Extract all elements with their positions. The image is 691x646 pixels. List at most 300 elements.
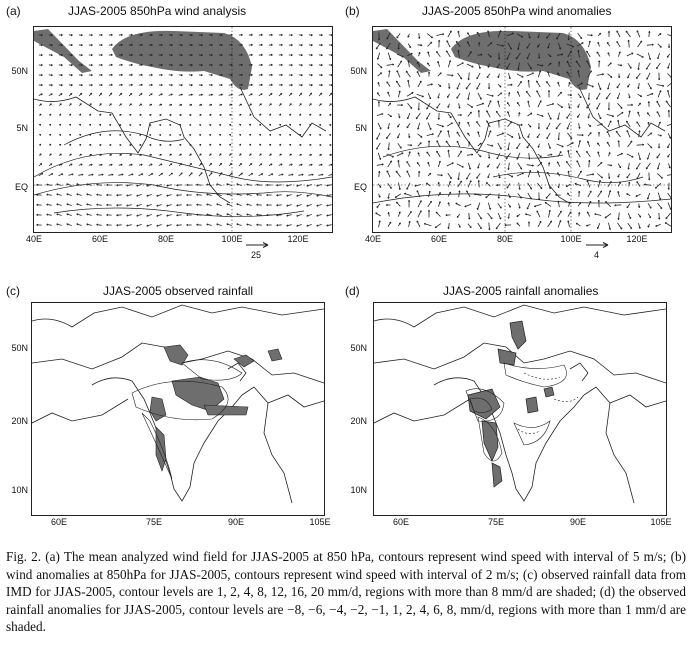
negative-anomaly-contour — [524, 373, 560, 379]
y-tick-label: 5N — [355, 123, 367, 133]
wind-vector — [655, 183, 661, 188]
wind-vector — [386, 133, 390, 138]
panel-letter: (b) — [345, 4, 360, 18]
wind-vector — [169, 173, 173, 176]
wind-vector — [607, 131, 610, 137]
wind-vector — [626, 31, 630, 37]
country-boundary — [610, 395, 666, 407]
x-tick-label: 100E — [560, 234, 582, 244]
wind-vector — [507, 183, 510, 188]
wind-vector — [398, 61, 402, 67]
wind-anomaly-plot — [373, 27, 671, 232]
wind-vector — [416, 113, 420, 119]
wind-vector — [407, 161, 410, 166]
wind-vector — [598, 162, 603, 166]
wind-vector — [477, 173, 481, 178]
wind-vector — [417, 221, 420, 227]
wind-vector — [408, 211, 412, 217]
wind-vector — [467, 64, 473, 67]
wind-vector — [666, 213, 671, 219]
wind-vector — [397, 153, 403, 156]
wind-vector — [189, 173, 192, 177]
wind-vector — [517, 143, 521, 149]
wind-vector — [627, 154, 633, 157]
x-tick-label: 105E — [309, 517, 331, 527]
wind-vector — [497, 153, 500, 159]
wind-vector — [477, 73, 480, 79]
wind-vector — [517, 223, 520, 226]
wind-vector — [558, 220, 561, 227]
wind-vector — [588, 133, 591, 137]
wind-vector — [538, 183, 542, 189]
y-tick-label: 20N — [11, 416, 28, 426]
wind-vector — [547, 82, 551, 87]
wind-vector — [557, 144, 564, 147]
wind-vector — [487, 111, 491, 118]
wind-vector — [628, 223, 632, 229]
wind-vector — [668, 203, 671, 210]
wind-vector — [477, 103, 484, 105]
panel-title: JJAS-2005 rainfall anomalies — [443, 284, 599, 298]
wind-vector — [396, 202, 400, 207]
x-tick-label: 75E — [487, 517, 504, 527]
x-tick-label: 75E — [145, 517, 162, 527]
reference-vector-arrow — [585, 241, 611, 249]
wind-vector — [418, 211, 421, 218]
wind-vector — [438, 131, 442, 138]
wind-vector — [537, 81, 541, 87]
wind-vector — [577, 161, 580, 168]
wind-vector — [528, 170, 530, 177]
wind-vector — [658, 44, 662, 48]
wind-vector — [667, 82, 671, 87]
wind-vector — [497, 163, 500, 168]
rainfall-anomaly-shading — [492, 463, 502, 487]
wind-vector — [507, 134, 513, 138]
rainfall-shading — [156, 427, 166, 471]
negative-anomaly-contour — [554, 397, 578, 402]
wind-vector — [617, 31, 620, 37]
x-tick-label: 120E — [626, 234, 648, 244]
wind-vector — [556, 123, 560, 129]
wind-vector — [578, 33, 582, 39]
wind-vector — [538, 221, 541, 227]
wind-vector — [597, 93, 601, 100]
wind-vector — [618, 223, 622, 229]
wind-vector — [647, 73, 650, 80]
wind-vector — [668, 74, 672, 79]
wind-vector — [468, 112, 472, 117]
wind-vector — [646, 63, 650, 69]
wind-vector — [548, 113, 551, 120]
wind-vector — [388, 183, 392, 188]
wind-vector — [488, 213, 493, 219]
wind-vector — [458, 151, 462, 157]
wind-vector — [597, 103, 600, 109]
wind-vector — [658, 203, 662, 209]
wind-vector — [467, 173, 471, 179]
coastline — [240, 87, 326, 137]
wind-vector — [656, 63, 660, 69]
wind-vector — [498, 93, 502, 96]
wind-vector — [648, 83, 651, 89]
wind-vector — [657, 173, 662, 178]
wind-vector — [407, 171, 410, 177]
wind-vector — [628, 141, 632, 147]
rainfall-anomaly-shading — [468, 389, 500, 419]
wind-vector — [597, 174, 602, 179]
y-tick-label: 5N — [16, 123, 28, 133]
wind-vector — [328, 174, 332, 175]
wind-vector — [378, 123, 381, 129]
wind-vector — [518, 81, 522, 86]
y-tick-label: EQ — [14, 182, 28, 192]
panel-title: JJAS-2005 observed rainfall — [103, 284, 254, 298]
country-boundary — [32, 305, 324, 327]
wind-vector — [518, 163, 522, 169]
wind-vector — [418, 81, 421, 87]
wind-vector — [437, 103, 440, 108]
wind-vector — [588, 201, 591, 207]
wind-vector — [667, 175, 671, 176]
x-tick-label: 120E — [287, 234, 309, 244]
wind-vector — [497, 133, 504, 136]
wind-vector — [457, 63, 464, 66]
wind-vector — [458, 73, 462, 79]
reference-vector-label: 25 — [251, 250, 262, 260]
wind-vector — [408, 103, 412, 108]
wind-vector — [567, 123, 570, 129]
x-tick-label: 40E — [364, 234, 381, 244]
wind-vector — [468, 224, 471, 228]
rainfall-shading — [268, 349, 282, 361]
wind-vector — [466, 83, 470, 89]
wind-vector — [418, 143, 422, 147]
rainfall-shading — [234, 355, 254, 367]
wind-vector — [527, 203, 530, 209]
wind-vector — [468, 181, 471, 188]
wind-vector — [528, 183, 532, 189]
wind-vector — [457, 83, 460, 89]
wind-vector — [437, 151, 441, 157]
wind-vector — [608, 74, 613, 78]
rainfall-anomaly-contour — [514, 421, 550, 445]
wind-vector — [537, 211, 540, 217]
wind-vector — [448, 31, 451, 37]
wind-vector — [557, 104, 562, 108]
wind-vector — [628, 63, 631, 68]
panel-title: JJAS-2005 850hPa wind anomalies — [422, 4, 612, 18]
wind-vector — [666, 101, 670, 107]
wind-vector — [427, 152, 430, 157]
wind-vector — [407, 124, 410, 128]
wind-vector — [436, 212, 440, 217]
wind-vector — [517, 153, 520, 160]
wind-vector — [376, 43, 380, 49]
wind-vector — [587, 151, 591, 157]
wind-vector — [578, 171, 582, 177]
rainfall-anomaly-shading — [482, 421, 498, 461]
wind-vector — [477, 203, 480, 210]
wind-vector — [435, 224, 441, 228]
wind-vector — [568, 212, 571, 217]
wind-vector — [407, 92, 413, 96]
rainfall-anomaly-plot — [374, 303, 666, 515]
y-tick-label: 10N — [350, 485, 367, 495]
y-tick-label: 10N — [11, 485, 28, 495]
wind-vector — [396, 81, 400, 87]
wind-vector — [428, 201, 432, 207]
panel-letter: (d) — [345, 284, 360, 298]
wind-field-plot — [34, 27, 332, 232]
terrain-shading — [451, 31, 591, 90]
wind-vector — [478, 93, 481, 100]
country-boundary — [32, 399, 128, 423]
wind-vector — [447, 41, 450, 48]
wind-vector — [477, 122, 481, 127]
wind-vector — [488, 101, 491, 108]
wind-vector — [546, 193, 551, 198]
wind-vector — [457, 93, 460, 98]
wind-vector — [597, 52, 600, 57]
wind-vector — [657, 101, 660, 107]
rainfall-anomaly-shading — [526, 397, 538, 413]
wind-vector — [637, 122, 640, 127]
figure-caption: Fig. 2. (a) The mean analyzed wind field for JJAS-2005 at 850 hPa, contours represent wind speed with interval of 5 m/s; (b) wind anomalies at 850hPa for JJAS-2005, contours represent wind speed with interval of 2 m/s; (c) observed rainfall data from IMD for JJAS-2005, contour levels are 1, 2, 4, 8, 12, 16, 20 mm/d, regions with more than 8 mm/d are shaded; (d) the observed rainfall anomalies for JJAS-2005, contour levels are −8, −6, −4, −2, −1, 1, 2, 4, 6, 8, mm/d, regions with more than 1 mm/d are shaded. — [6, 549, 686, 634]
wind-vector — [427, 34, 432, 38]
wind-vector — [537, 91, 541, 98]
rainfall-shading — [150, 397, 166, 421]
y-tick-label: EQ — [353, 182, 367, 192]
wind-vector — [627, 130, 630, 137]
wind-vector — [506, 153, 510, 159]
wind-vector — [446, 51, 450, 57]
wind-vector — [426, 183, 430, 186]
wind-vector — [498, 213, 501, 219]
wind-vector — [576, 151, 580, 157]
wind-vector — [457, 164, 464, 167]
wind-vector — [636, 73, 640, 78]
wind-vector — [567, 113, 570, 118]
wind-vector — [587, 84, 594, 87]
wind-vector — [378, 73, 382, 76]
x-tick-label: 60E — [430, 234, 447, 244]
wind-vector — [606, 202, 611, 207]
wind-vector — [637, 54, 644, 57]
y-tick-label: 20N — [350, 416, 367, 426]
wind-vector — [398, 143, 402, 148]
wind-vector — [616, 131, 620, 137]
wind-vector — [428, 42, 432, 46]
x-tick-label: 60E — [392, 517, 409, 527]
wind-vector — [517, 74, 523, 77]
country-boundary — [268, 395, 324, 407]
wind-vector — [657, 154, 660, 159]
wind-vector — [448, 114, 451, 118]
wind-vector — [407, 183, 410, 190]
wind-vector — [438, 73, 441, 76]
rainfall-anomaly-shading — [498, 349, 516, 365]
y-tick-label: 50N — [350, 66, 367, 76]
wind-vector — [527, 73, 534, 76]
wind-vector — [627, 174, 630, 179]
wind-vector — [209, 173, 212, 177]
wind-vector — [467, 104, 473, 108]
wind-speed-contour — [373, 194, 671, 203]
wind-vector — [646, 163, 650, 169]
wind-vector — [437, 51, 441, 56]
y-tick-label: 50N — [11, 66, 28, 76]
wind-vector — [648, 133, 652, 136]
wind-vector — [667, 124, 671, 126]
wind-vector — [638, 41, 642, 47]
wind-vector — [648, 144, 652, 149]
wind-vector — [598, 191, 602, 197]
x-tick-label: 105E — [650, 517, 672, 527]
wind-vector — [486, 183, 490, 187]
wind-vector — [388, 161, 392, 167]
wind-vector — [458, 181, 462, 187]
panel-title: JJAS-2005 850hPa wind analysis — [68, 4, 247, 18]
wind-vector — [507, 174, 513, 177]
wind-vector — [496, 111, 500, 117]
wind-vector — [498, 143, 502, 149]
country-boundary — [434, 378, 584, 501]
wind-vector — [447, 123, 452, 126]
wind-vector — [397, 71, 400, 78]
wind-vector — [627, 53, 633, 56]
wind-vector — [428, 123, 431, 130]
wind-vector — [598, 113, 601, 119]
wind-vector — [404, 193, 411, 195]
wind-vector — [377, 133, 380, 140]
wind-vector — [377, 204, 380, 208]
wind-vector — [545, 202, 551, 206]
wind-vector — [437, 124, 444, 126]
wind-vector — [457, 132, 460, 137]
wind-vector — [199, 173, 202, 177]
wind-vector — [665, 223, 671, 227]
wind-vector — [617, 112, 623, 116]
observed-rainfall-plot — [32, 303, 324, 515]
wind-vector — [578, 94, 581, 98]
coastline — [34, 97, 230, 203]
wind-vector — [396, 171, 400, 177]
wind-map-a — [33, 26, 333, 233]
country-boundary — [242, 387, 292, 503]
x-tick-label: 90E — [227, 517, 244, 527]
wind-vector — [418, 201, 421, 208]
wind-vector — [588, 191, 591, 197]
wind-vector — [498, 203, 502, 208]
wind-vector — [558, 92, 562, 96]
country-boundary — [374, 343, 666, 383]
wind-vector — [478, 223, 482, 229]
terrain-shading — [112, 31, 252, 90]
wind-vector — [648, 203, 651, 208]
wind-vector — [658, 91, 661, 98]
rainfall-contour — [182, 360, 242, 380]
wind-vector — [637, 31, 640, 38]
y-tick-label: 50N — [11, 343, 28, 353]
x-tick-label: 60E — [50, 517, 67, 527]
wind-vector — [517, 173, 524, 176]
terrain-shading — [34, 29, 92, 73]
wind-vector — [477, 83, 480, 89]
x-tick-label: 40E — [25, 234, 42, 244]
country-boundary — [374, 399, 470, 423]
wind-vector — [547, 123, 550, 129]
wind-vector — [637, 182, 640, 187]
country-boundary — [584, 387, 634, 503]
x-tick-label: 80E — [496, 234, 513, 244]
wind-vector — [605, 214, 611, 219]
y-tick-label: 50N — [350, 343, 367, 353]
wind-vector — [508, 122, 512, 127]
wind-vector — [566, 161, 570, 167]
x-tick-label: 80E — [157, 234, 174, 244]
wind-vector — [377, 143, 381, 149]
wind-vector — [406, 71, 410, 77]
x-tick-label: 60E — [91, 234, 108, 244]
wind-vector — [427, 113, 431, 120]
wind-vector — [179, 173, 182, 176]
rainfall-map-c — [31, 302, 325, 516]
wind-map-b — [372, 26, 672, 233]
wind-vector — [538, 101, 541, 108]
wind-vector — [417, 134, 422, 138]
wind-vector — [608, 121, 611, 127]
wind-vector — [657, 112, 660, 117]
wind-vector — [608, 63, 612, 66]
panel-letter: (c) — [6, 284, 20, 298]
wind-vector — [547, 133, 550, 139]
wind-vector — [668, 193, 671, 199]
x-tick-label: 90E — [569, 517, 586, 527]
wind-speed-contour — [34, 153, 332, 182]
wind-vector — [378, 64, 383, 68]
rainfall-anomaly-shading — [544, 387, 554, 397]
wind-vector — [558, 211, 562, 217]
wind-vector — [617, 41, 620, 46]
panel-letter: (a) — [6, 4, 21, 18]
wind-vector — [395, 194, 401, 198]
wind-vector — [587, 180, 590, 187]
wind-vector — [387, 171, 390, 177]
rainfall-contour — [142, 413, 172, 479]
country-boundary — [570, 363, 588, 381]
wind-vector — [457, 141, 460, 147]
wind-vector — [496, 223, 500, 229]
wind-vector — [667, 35, 671, 36]
negative-anomaly-contour — [518, 429, 540, 434]
wind-vector — [417, 94, 424, 97]
wind-vector — [447, 163, 454, 166]
rainfall-anomaly-contour — [504, 363, 567, 387]
wind-vector — [548, 221, 552, 227]
reference-vector-label: 4 — [594, 250, 600, 260]
wind-speed-contour — [493, 172, 643, 182]
rainfall-anomaly-shading — [510, 321, 526, 349]
wind-vector — [598, 83, 601, 90]
wind-vector — [397, 34, 400, 39]
x-tick-label: 100E — [221, 234, 243, 244]
wind-vector — [618, 103, 623, 108]
wind-vector — [448, 173, 452, 179]
wind-vector — [606, 93, 610, 99]
wind-vector — [478, 213, 482, 219]
wind-vector — [567, 143, 574, 147]
